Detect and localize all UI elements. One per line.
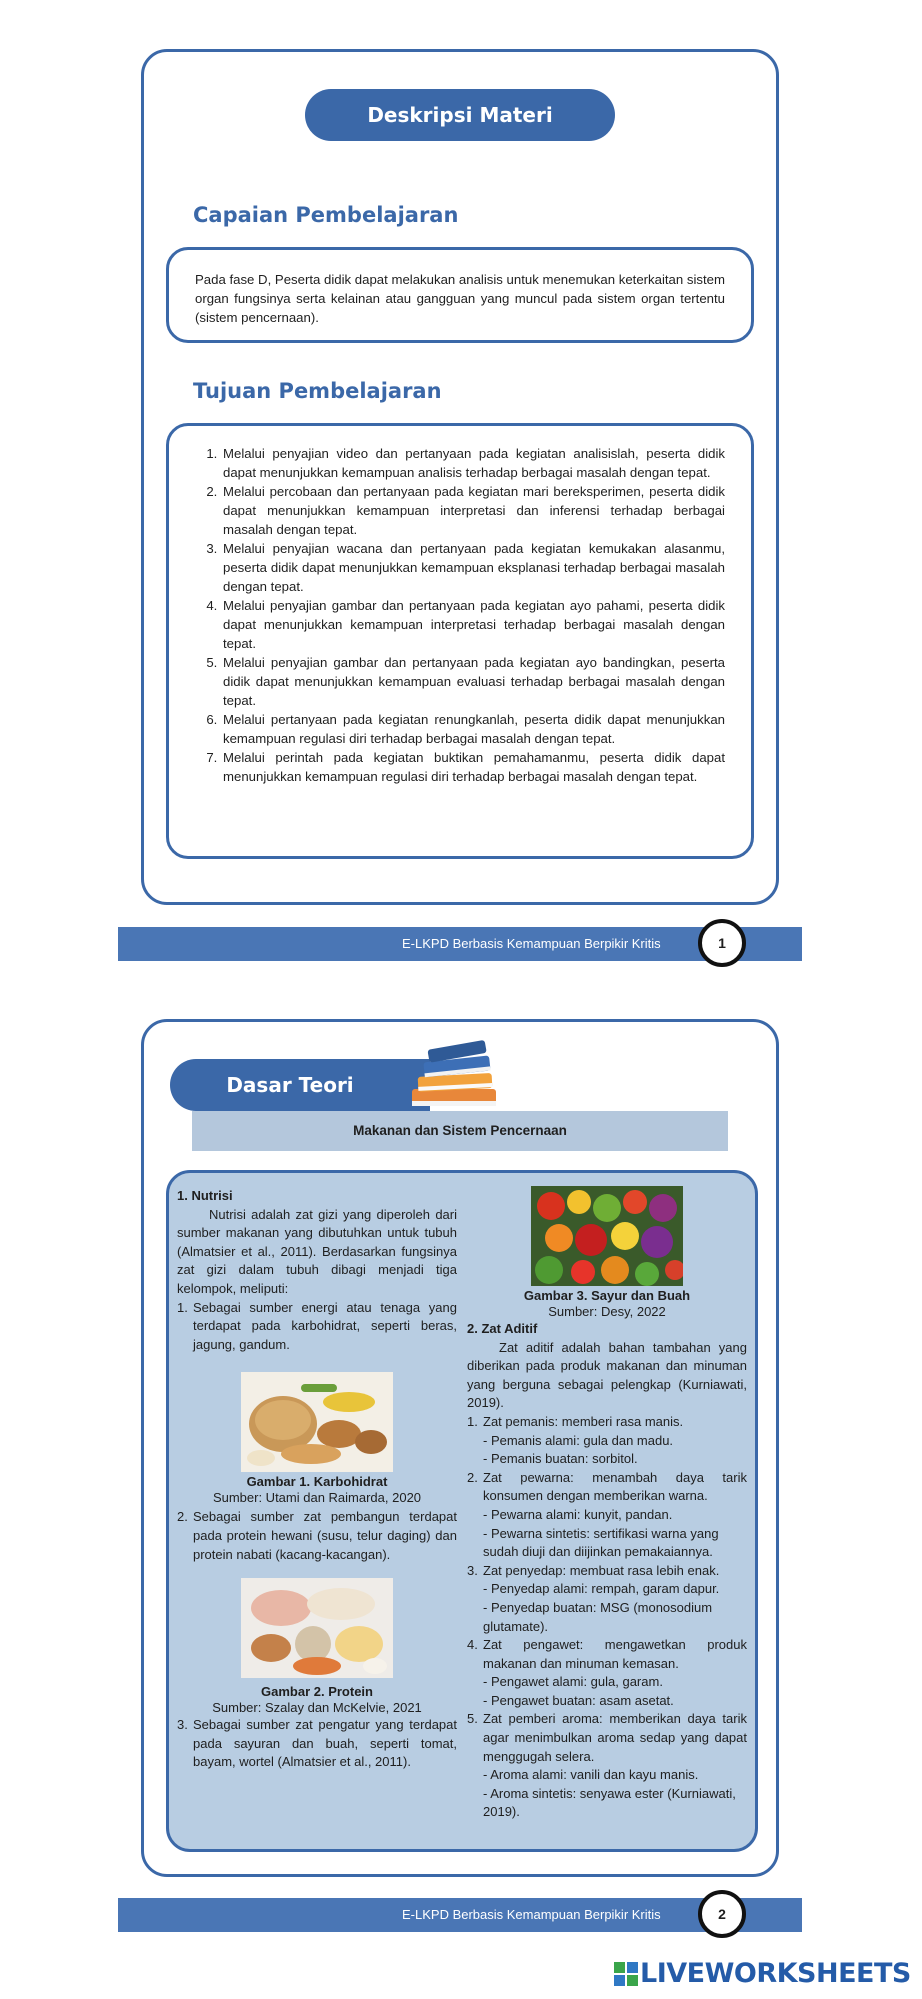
page2-number: 2 xyxy=(698,1890,746,1938)
aditif-sub: - Penyedap alami: rempah, garam dapur. xyxy=(483,1581,720,1597)
figure2-source: Sumber: Szalay dan McKelvie, 2021 xyxy=(212,1700,422,1716)
theory-right-column xyxy=(467,1186,747,1822)
protein-image xyxy=(241,1578,393,1678)
item-number: 1. xyxy=(467,1413,478,1429)
aditif-item xyxy=(467,1636,747,1710)
item-number: 5. xyxy=(467,1711,478,1727)
liveworksheets-logo-icon xyxy=(614,1962,638,1986)
capaian-text: Pada fase D, Peserta didik dapat melakukan analisis untuk menemukan keterkaitan sistem organ fungsinya serta kelainan atau gangguan yang muncul pada sistem organ tertentu (sistem pencernaan). xyxy=(195,272,725,325)
aditif-item xyxy=(467,1710,747,1822)
aditif-item-text: Zat pemberi aroma: memberikan daya tarik agar menimbulkan aroma sedap yang dapat menggugah selera. xyxy=(483,1711,747,1764)
aditif-item-text: Zat pemanis: memberi rasa manis. xyxy=(483,1413,684,1429)
figure3-source: Sumber: Desy, 2022 xyxy=(548,1304,666,1319)
tujuan-heading: Tujuan Pembelajaran xyxy=(193,379,442,403)
list-item xyxy=(177,1508,457,1564)
item-number: 4. xyxy=(467,1637,478,1653)
aditif-item-text: Zat pengawet: mengawetkan produk makanan dan minuman kemasan. xyxy=(483,1637,747,1671)
liveworksheets-watermark xyxy=(614,1958,911,1989)
figure3-caption: Gambar 3. Sayur dan Buah xyxy=(523,1288,691,1303)
page2-title xyxy=(170,1059,430,1111)
tujuan-item: 4. Melalui penyajian gambar dan pertanyaan pada kegiatan ayo pahami, peserta didik dapat menunjukkan kemampuan interpretasi terhadap berbagai masalah dengan tepat. xyxy=(221,596,725,653)
item-number: 1. xyxy=(177,1299,188,1315)
page2-title-text: Dasar Teori xyxy=(226,1073,354,1097)
tujuan-item: 7. Melalui perintah pada kegiatan buktikan pemahamanmu, peserta didik dapat menunjukkan kemampuan regulasi diri terhadap berbagai masalah dengan tepat. xyxy=(221,748,725,786)
aditif-sub: - Pewarna sintetis: sertifikasi warna yang sudah diuji dan diijinkan pemakaiannya. xyxy=(483,1525,719,1560)
aditif-sub: - Pengawet buatan: asam asetat. xyxy=(483,1692,674,1708)
figure1-caption: Gambar 1. Karbohidrat xyxy=(246,1474,388,1490)
aditif-sub: - Aroma alami: vanili dan kayu manis. xyxy=(483,1767,699,1783)
tujuan-item: 1. Melalui penyajian video dan pertanyaan pada kegiatan analisislah, peserta didik dapat menunjukkan kemampuan analisis terhadap berbagai masalah dengan tepat. xyxy=(221,444,725,482)
list-item xyxy=(177,1299,457,1355)
tujuan-item: 2. Melalui percobaan dan pertanyaan pada kegiatan mari bereksperimen, peserta didik dapat menunjukkan kemampuan interpretasi dan inferensi terhadap berbagai masalah dengan tepat. xyxy=(221,482,725,539)
aditif-sub: - Penyedap buatan: MSG (monosodium glutamate). xyxy=(483,1599,713,1634)
aditif-item-text: Zat pewarna: menambah daya tarik konsumen dengan memberikan warna. xyxy=(483,1469,747,1504)
tujuan-item: 6. Melalui pertanyaan pada kegiatan renungkanlah, peserta didik dapat menunjukkan kemampuan regulasi diri terhadap berbagai masalah dengan tepat. xyxy=(221,710,725,748)
nutrisi-item-1: Sebagai sumber energi atau tenaga yang terdapat pada karbohidrat, seperti beras, jagung, gandum. xyxy=(193,1299,457,1352)
nutrisi-item-3: Sebagai sumber zat pengatur yang terdapat pada sayuran dan buah, seperti tomat, bayam, wortel (Almatsier et al., 2011). xyxy=(193,1717,457,1770)
vegetables-fruit-image xyxy=(531,1186,683,1286)
page2-subtitle-text: Makanan dan Sistem Pencernaan xyxy=(353,1123,567,1138)
aditif-item xyxy=(467,1562,747,1636)
liveworksheets-logo-text: LIVEWORKSHEETS xyxy=(640,1958,911,1989)
books-icon xyxy=(404,1037,504,1117)
item-number: 3. xyxy=(177,1717,188,1733)
nutrisi-intro: Nutrisi adalah zat gizi yang diperoleh dari sumber makanan yang dibutuhkan untuk tubuh (Almatsier et al., 2011). Berdasarkan fungsinya zat gizi dalam tubuh dibagi menjadi tiga kelompok, meliputi: xyxy=(177,1206,457,1296)
aditif-sub: - Pemanis alami: gula dan madu. xyxy=(483,1432,674,1448)
theory-left-column xyxy=(177,1187,457,1772)
page2-subtitle xyxy=(192,1111,728,1151)
page1-title: Deskripsi Materi xyxy=(305,89,615,141)
figure1-source: Sumber: Utami dan Raimarda, 2020 xyxy=(212,1490,422,1506)
aditif-sub: - Pewarna alami: kunyit, pandan. xyxy=(483,1506,673,1522)
list-item xyxy=(177,1716,457,1772)
aditif-item xyxy=(467,1413,747,1469)
nutrisi-heading: 1. Nutrisi xyxy=(177,1188,233,1203)
capaian-box xyxy=(166,247,754,343)
page1-number: 1 xyxy=(698,919,746,967)
aditif-sub: - Aroma sintetis: senyawa ester (Kurniawati, 2019). xyxy=(483,1785,736,1820)
aditif-sub: - Pengawet alami: gula, garam. xyxy=(483,1674,663,1690)
nutrisi-item-2: Sebagai sumber zat pembangun terdapat pada protein hewani (susu, telur daging) dan protein nabati (kacang-kacangan). xyxy=(193,1509,457,1562)
aditif-sub: - Pemanis buatan: sorbitol. xyxy=(483,1451,638,1467)
aditif-item xyxy=(467,1469,747,1562)
zat-aditif-intro: Zat aditif adalah bahan tambahan yang diberikan pada produk makanan dan minuman yang berguna sebagai pelengkap (Kurniawati, 2019). xyxy=(467,1339,747,1411)
aditif-item-text: Zat penyedap: membuat rasa lebih enak. xyxy=(483,1562,720,1578)
page1-footer-text: E-LKPD Berbasis Kemampuan Berpikir Kritis xyxy=(402,936,661,951)
item-number: 2. xyxy=(177,1509,188,1525)
item-number: 3. xyxy=(467,1562,478,1578)
item-number: 2. xyxy=(467,1469,478,1485)
tujuan-item: 3. Melalui penyajian wacana dan pertanyaan pada kegiatan kemukakan alasanmu, peserta didik dapat menunjukkan kemampuan eksplanasi terhadap berbagai masalah dengan tepat. xyxy=(221,539,725,596)
capaian-heading: Capaian Pembelajaran xyxy=(193,203,459,227)
tujuan-box xyxy=(166,423,754,859)
page2-footer-text: E-LKPD Berbasis Kemampuan Berpikir Kritis xyxy=(402,1907,661,1922)
figure2-caption: Gambar 2. Protein xyxy=(261,1684,373,1700)
carbohydrate-image xyxy=(241,1372,393,1472)
tujuan-list xyxy=(193,444,725,786)
zat-aditif-heading: 2. Zat Aditif xyxy=(467,1321,538,1336)
tujuan-item: 5. Melalui penyajian gambar dan pertanyaan pada kegiatan ayo bandingkan, peserta didik dapat menunjukkan kemampuan evaluasi terhadap berbagai masalah dengan tepat. xyxy=(221,653,725,710)
